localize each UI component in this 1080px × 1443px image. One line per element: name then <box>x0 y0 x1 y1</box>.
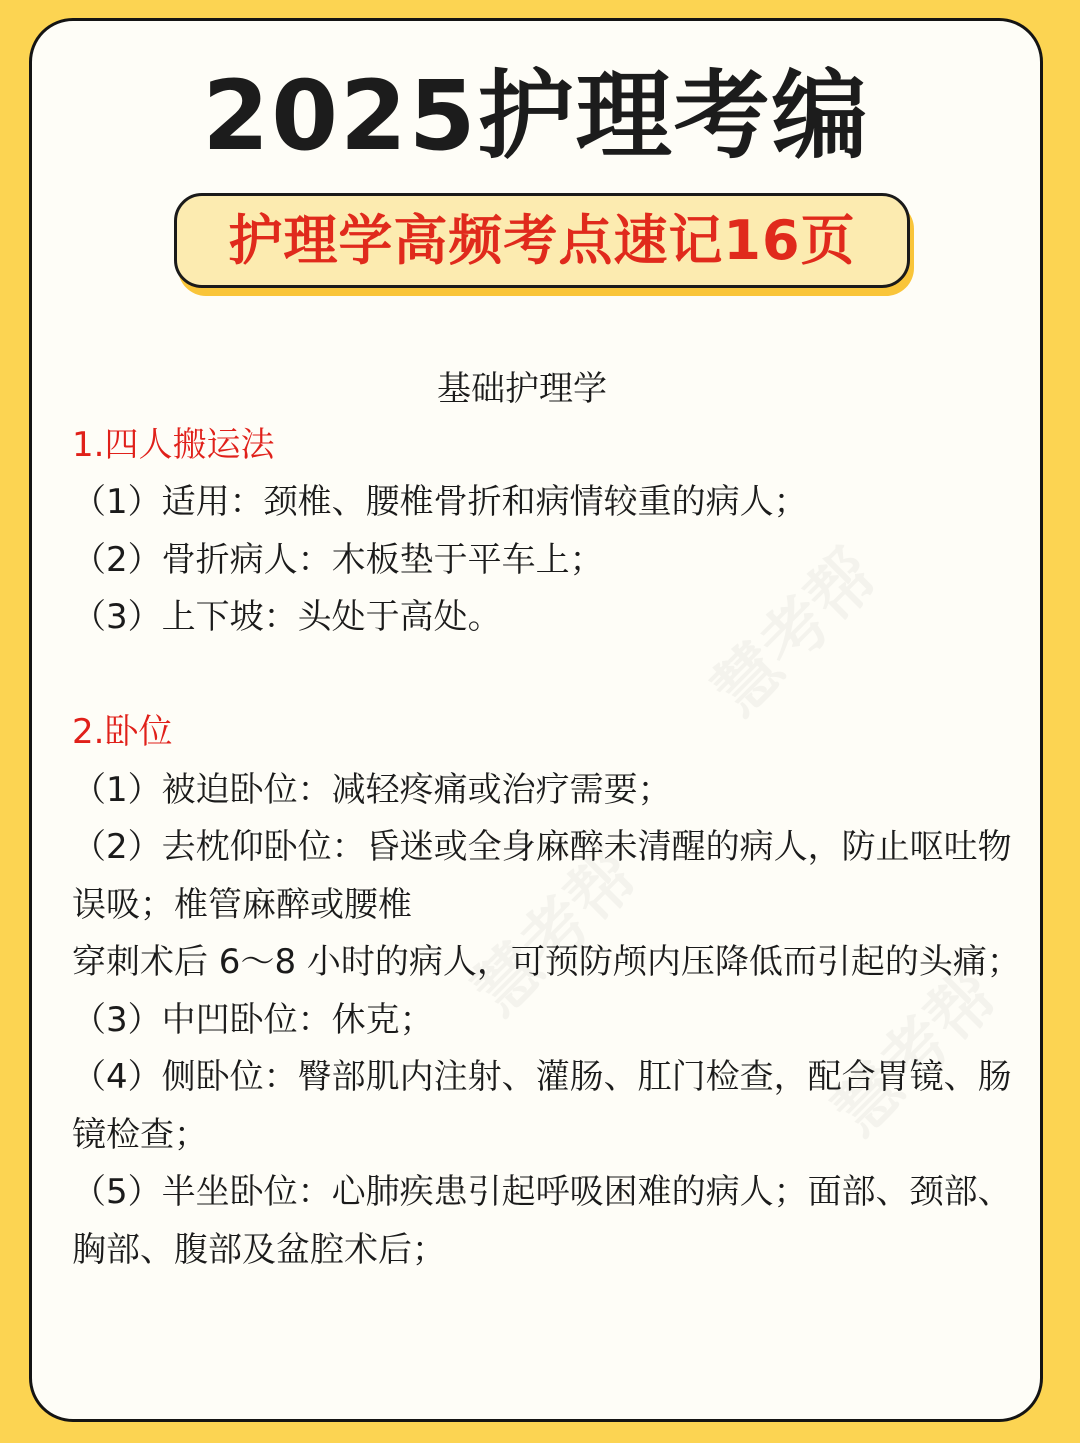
watermark: 慧考帮 <box>458 835 653 1030</box>
subtitle-banner: 护理学高频考点速记16页 <box>174 193 910 288</box>
list-item: （4）侧卧位：臀部肌内注射、灌肠、肛门检查，配合胃镜、肠镜检查； <box>72 1057 1012 1155</box>
section-title: 1.四人搬运法 <box>72 424 275 465</box>
content-body <box>72 361 1022 1279</box>
list-item: （5）半坐卧位：心肺疾患引起呼吸困难的病人；面部、颈部、胸部、腹部及盆腔术后； <box>72 1172 1012 1270</box>
section-title: 2.卧位 <box>72 712 173 752</box>
page-title: 2025护理考编 <box>202 60 870 172</box>
list-item: （2）骨折病人：木板垫于平车上； <box>72 539 604 580</box>
watermark: 慧考帮 <box>698 535 893 730</box>
spacer <box>72 647 1022 705</box>
document-card <box>29 18 1043 1422</box>
list-item: 穿刺术后 6～8 小时的病人，可预防颅内压降低而引起的头痛； <box>72 942 1021 982</box>
list-item: （1）被迫卧位：减轻疼痛或治疗需要； <box>72 769 672 810</box>
list-item: （3）中凹卧位：休克； <box>72 999 434 1040</box>
watermark: 慧考帮 <box>818 955 1013 1150</box>
content-heading: 基础护理学 <box>437 369 607 409</box>
list-item: （3）上下坡：头处于高处。 <box>72 597 502 637</box>
list-item: （2）去枕仰卧位：昏迷或全身麻醉未清醒的病人，防止呕吐物误吸；椎管麻醉或腰椎 <box>72 827 1012 925</box>
list-item: （1）适用：颈椎、腰椎骨折和病情较重的病人； <box>72 482 808 522</box>
